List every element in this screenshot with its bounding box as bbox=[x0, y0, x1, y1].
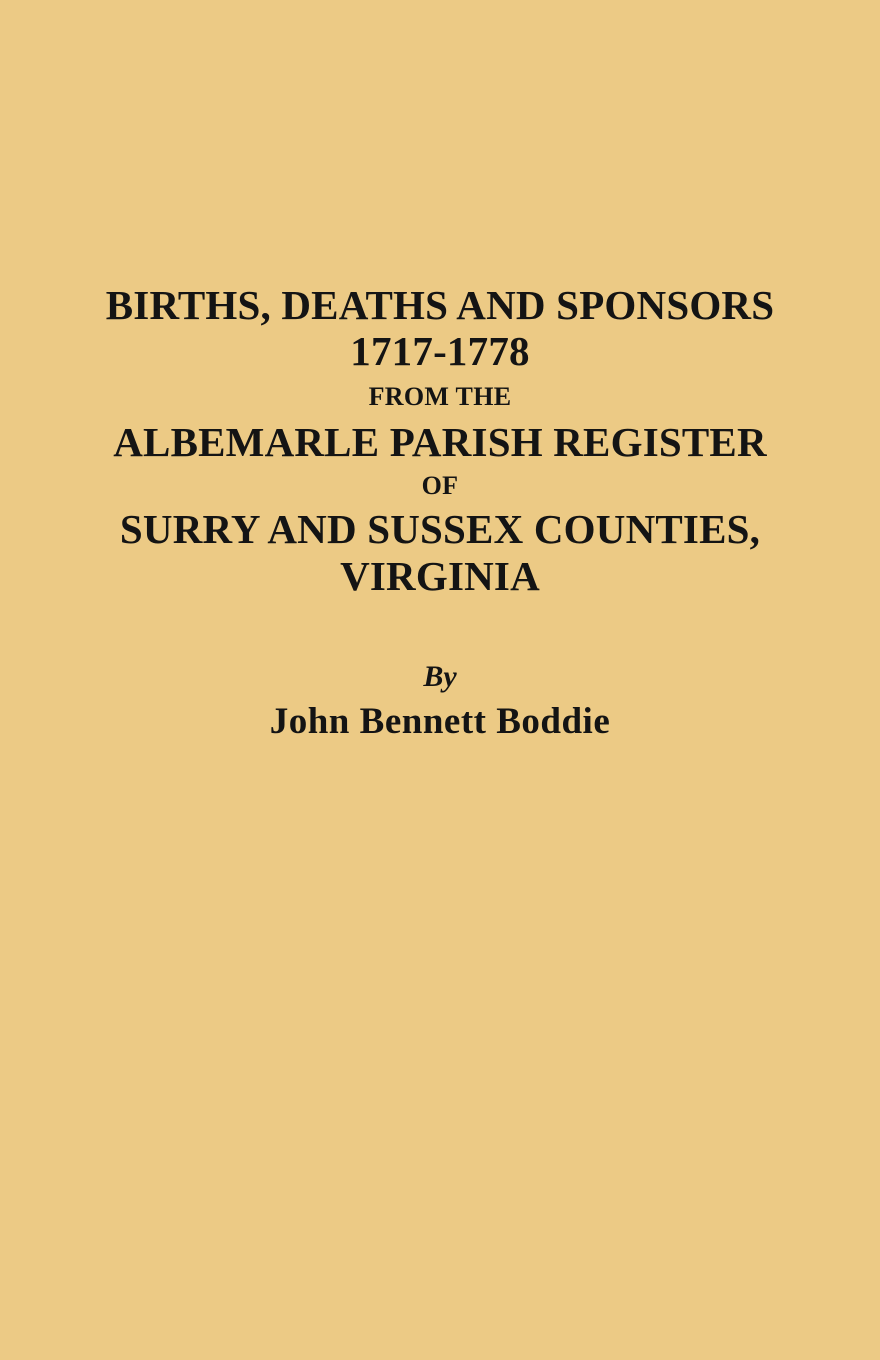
author-name: John Bennett Boddie bbox=[269, 701, 611, 742]
title-line-2-years: 1717-1778 bbox=[350, 328, 530, 374]
subtitle-from-the: FROM THE bbox=[368, 382, 512, 411]
counties-line-2-virginia: VIRGINIA bbox=[340, 553, 540, 599]
byline: By bbox=[423, 660, 457, 693]
counties-line-1: SURRY AND SUSSEX COUNTIES, bbox=[119, 506, 761, 552]
register-line: ALBEMARLE PARISH REGISTER bbox=[113, 419, 767, 465]
of-line: OF bbox=[421, 471, 459, 500]
title-line-1: BIRTHS, DEATHS AND SPONSORS bbox=[105, 282, 775, 328]
